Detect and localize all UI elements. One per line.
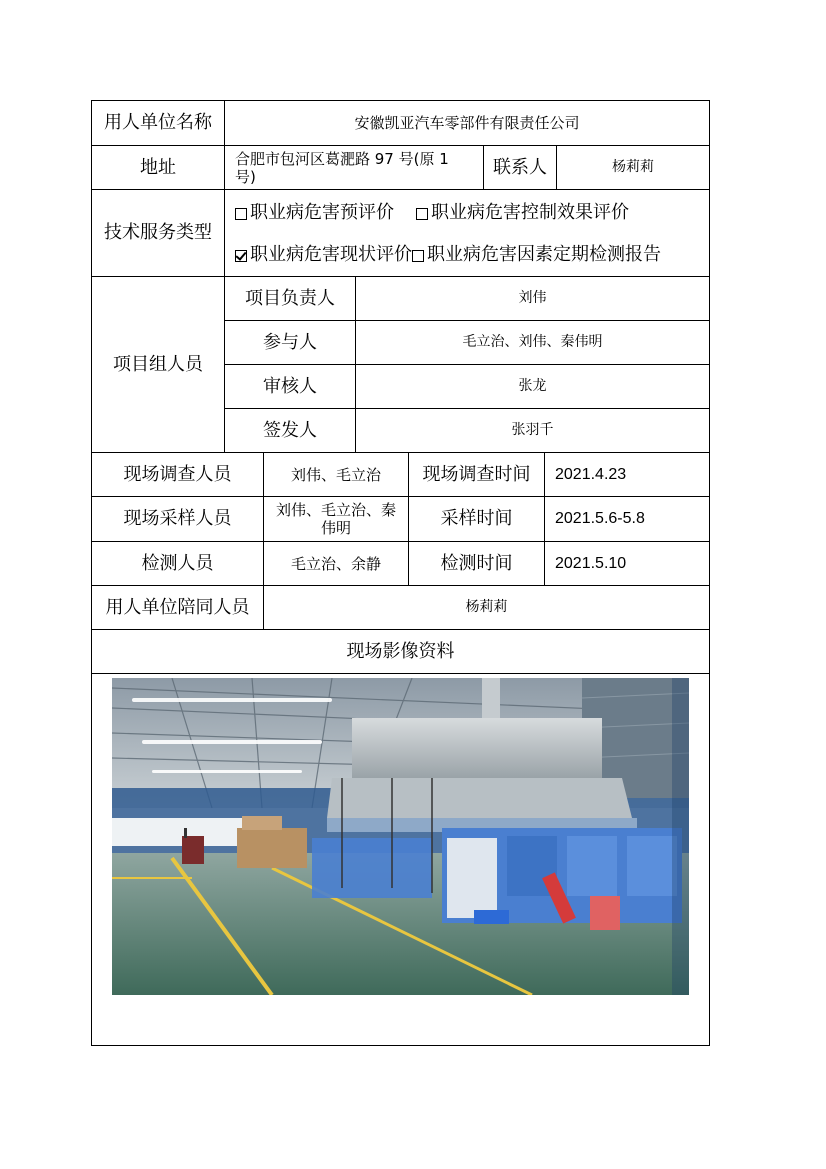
option-pre-evaluation: 职业病危害预评价	[250, 202, 394, 224]
option-periodic-testing: 职业病危害因素定期检测报告	[427, 244, 661, 266]
address-value	[225, 146, 483, 189]
checkbox-control-effect[interactable]	[416, 208, 428, 220]
survey-staff-label: 现场调查人员	[123, 463, 232, 485]
survey-staff-value: 刘伟、毛立治	[290, 465, 381, 484]
service-type-label: 技术服务类型	[104, 222, 212, 244]
testing-staff-label: 检测人员	[141, 552, 214, 574]
address-label: 地址	[140, 156, 176, 178]
sampling-staff-line-2: 伟明	[320, 519, 351, 537]
escort-staff-value: 杨莉莉	[465, 599, 508, 616]
testing-time-value: 2021.5.10	[555, 554, 627, 572]
escort-staff-label: 用人单位陪同人员	[105, 596, 250, 618]
employer-name-value: 安徽凯亚汽车零部件有限责任公司	[354, 114, 580, 132]
reviewer-value: 张龙	[518, 378, 547, 395]
checkbox-pre-evaluation[interactable]	[235, 208, 247, 220]
reviewer-label: 审核人	[263, 375, 317, 397]
service-options-row-1	[227, 193, 709, 233]
service-options-row-2	[227, 235, 709, 275]
project-lead-label: 项目负责人	[245, 287, 335, 309]
participants-value: 毛立治、刘伟、秦伟明	[462, 334, 603, 351]
row-divider	[92, 673, 709, 674]
issuer-label: 签发人	[263, 419, 317, 441]
address-line-1: 合肥市包河区葛淝路 97 号(原 1	[235, 149, 449, 168]
checkbox-periodic-testing[interactable]	[412, 250, 424, 262]
survey-time-label: 现场调查时间	[422, 463, 531, 485]
photos-header: 现场影像资料	[346, 640, 455, 662]
sampling-time-label: 采样时间	[440, 508, 513, 530]
team-label: 项目组人员	[113, 353, 203, 375]
address-line-2: 号)	[235, 167, 256, 186]
option-control-effect: 职业病危害控制效果评价	[431, 202, 629, 224]
testing-staff-value: 毛立治、余静	[290, 554, 381, 573]
contact-value: 杨莉莉	[612, 159, 654, 176]
survey-time-value: 2021.4.23	[555, 465, 627, 483]
checkbox-status-evaluation[interactable]	[235, 250, 247, 262]
sampling-staff-value	[264, 497, 408, 541]
option-status-evaluation: 职业病危害现状评价	[250, 244, 412, 266]
project-lead-value: 刘伟	[518, 290, 547, 307]
factory-site-photo	[112, 678, 689, 995]
inspection-info-table	[91, 100, 710, 1046]
contact-label: 联系人	[493, 156, 547, 178]
sampling-staff-label: 现场采样人员	[123, 508, 232, 530]
participants-label: 参与人	[263, 331, 317, 353]
testing-time-label: 检测时间	[440, 552, 513, 574]
employer-name-label: 用人单位名称	[104, 112, 212, 134]
issuer-value: 张羽千	[511, 422, 554, 439]
sampling-staff-line-1: 刘伟、毛立治、秦	[275, 501, 396, 519]
sampling-time-value: 2021.5.6-5.8	[555, 510, 645, 528]
